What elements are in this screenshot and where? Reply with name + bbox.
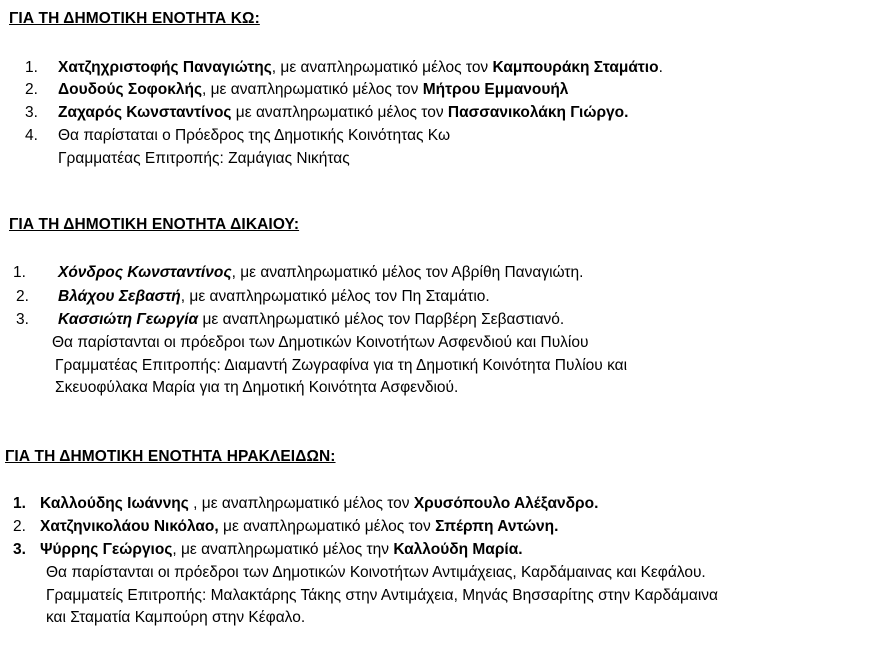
list-item-text: με αναπληρωματικό μέλος τον Παρβέρη Σεβαστιανό. (198, 311, 565, 328)
list-number: 4. (25, 127, 38, 144)
list-item-text: , με αναπληρωματικό μέλος τον Πη Σταμάτιο. (180, 288, 490, 305)
list-number: 2. (16, 288, 29, 305)
member-name: Χόνδρος Κωνσταντίνος (58, 264, 232, 281)
list-item (40, 540, 523, 560)
list-item (40, 494, 598, 514)
list-item-end: . (658, 59, 663, 76)
list-number: 2. (25, 81, 38, 98)
secretary-note: και Σταματία Καμπούρη στην Κέφαλο. (46, 609, 306, 626)
list-number: 1. (13, 495, 26, 512)
substitute-name: Μήτρου Εμμανουήλ (422, 81, 569, 98)
secretary-note: Γραμματέας Επιτροπής: Διαμαντή Ζωγραφίνα για τη Δημοτική Κοινότητα Πυλίου και (55, 357, 628, 374)
list-number: 1. (25, 59, 38, 76)
section-dikaiou-heading: ΓΙΑ ΤΗ ΔΗΜΟΤΙΚΗ ΕΝΟΤΗΤΑ ΔΙΚΑΙΟΥ: (9, 216, 300, 233)
list-item (58, 58, 663, 78)
secretary-note: Σκευοφύλακα Μαρία για τη Δημοτική Κοινότητα Ασφενδιού. (55, 379, 459, 396)
member-name: Δουδούς Σοφοκλής (58, 81, 203, 98)
list-item (40, 517, 558, 537)
list-number: 3. (16, 311, 29, 328)
list-number: 2. (13, 518, 26, 535)
member-name: Ψύρρης Γεώργιος (40, 541, 173, 558)
substitute-name: Καμπουράκη Σταμάτιο (492, 59, 659, 76)
list-item-text: , με αναπληρωματικό μέλος την (172, 541, 394, 558)
list-item-text: με αναπληρωματικό μέλος τον (218, 518, 436, 535)
list-item (58, 287, 490, 307)
list-number: 1. (13, 264, 26, 281)
list-item (58, 80, 568, 100)
substitute-name: Χρυσόπουλο Αλέξανδρο. (413, 495, 599, 512)
list-number: 3. (13, 541, 26, 558)
list-item (58, 103, 628, 123)
list-number: 3. (25, 104, 38, 121)
section-irakleidon-heading: ΓΙΑ ΤΗ ΔΗΜΟΤΙΚΗ ΕΝΟΤΗΤΑ ΗΡΑΚΛΕΙΔΩΝ: (5, 448, 336, 465)
list-item (58, 310, 564, 330)
list-item-text: , με αναπληρωματικό μέλος τον Αβρίθη Παναγιώτη. (231, 264, 584, 281)
list-item (58, 263, 584, 283)
secretary-note: Γραμματείς Επιτροπής: Μαλακτάρης Τάκης στην Αντιμάχεια, Μηνάς Βησσαρίτης στην Καρδάμαινα (46, 587, 718, 604)
member-name: Καλλούδης Ιωάννης (40, 495, 189, 512)
section-kos-heading: ΓΙΑ ΤΗ ΔΗΜΟΤΙΚΗ ΕΝΟΤΗΤΑ ΚΩ: (9, 10, 260, 27)
list-item-text: , με αναπληρωματικό μέλος τον (202, 81, 423, 98)
substitute-name: Πασσανικολάκη Γιώργο. (447, 104, 629, 121)
member-name: Κασσιώτη Γεωργία (58, 311, 199, 328)
presidents-note: Θα παρίστανται οι πρόεδροι των Δημοτικών Κοινοτήτων Ασφενδιού και Πυλίου (52, 334, 589, 351)
list-item: Θα παρίσταται ο Πρόεδρος της Δημοτικής Κοινότητας Κω (58, 127, 451, 144)
secretary-note: Γραμματέας Επιτροπής: Ζαμάγιας Νικήτας (58, 150, 350, 167)
presidents-note: Θα παρίστανται οι πρόεδροι των Δημοτικών Κοινοτήτων Αντιμάχειας, Καρδάμαινας και Κεφάλου. (46, 564, 706, 581)
member-name: Βλάχου Σεβαστή (58, 288, 181, 305)
list-item-text: , με αναπληρωματικό μέλος τον (271, 59, 493, 76)
substitute-name: Σπέρπη Αντώνη. (435, 518, 559, 535)
member-name: Ζαχαρός Κωνσταντίνος (58, 104, 232, 121)
substitute-name: Καλλούδη Μαρία. (393, 541, 523, 558)
member-name: Χατζηνικολάου Νικόλαο, (40, 518, 219, 535)
member-name: Χατζηχριστοφής Παναγιώτης (58, 59, 272, 76)
list-item-text: , με αναπληρωματικό μέλος τον (188, 495, 414, 512)
list-item-text: με αναπληρωματικό μέλος τον (231, 104, 448, 121)
